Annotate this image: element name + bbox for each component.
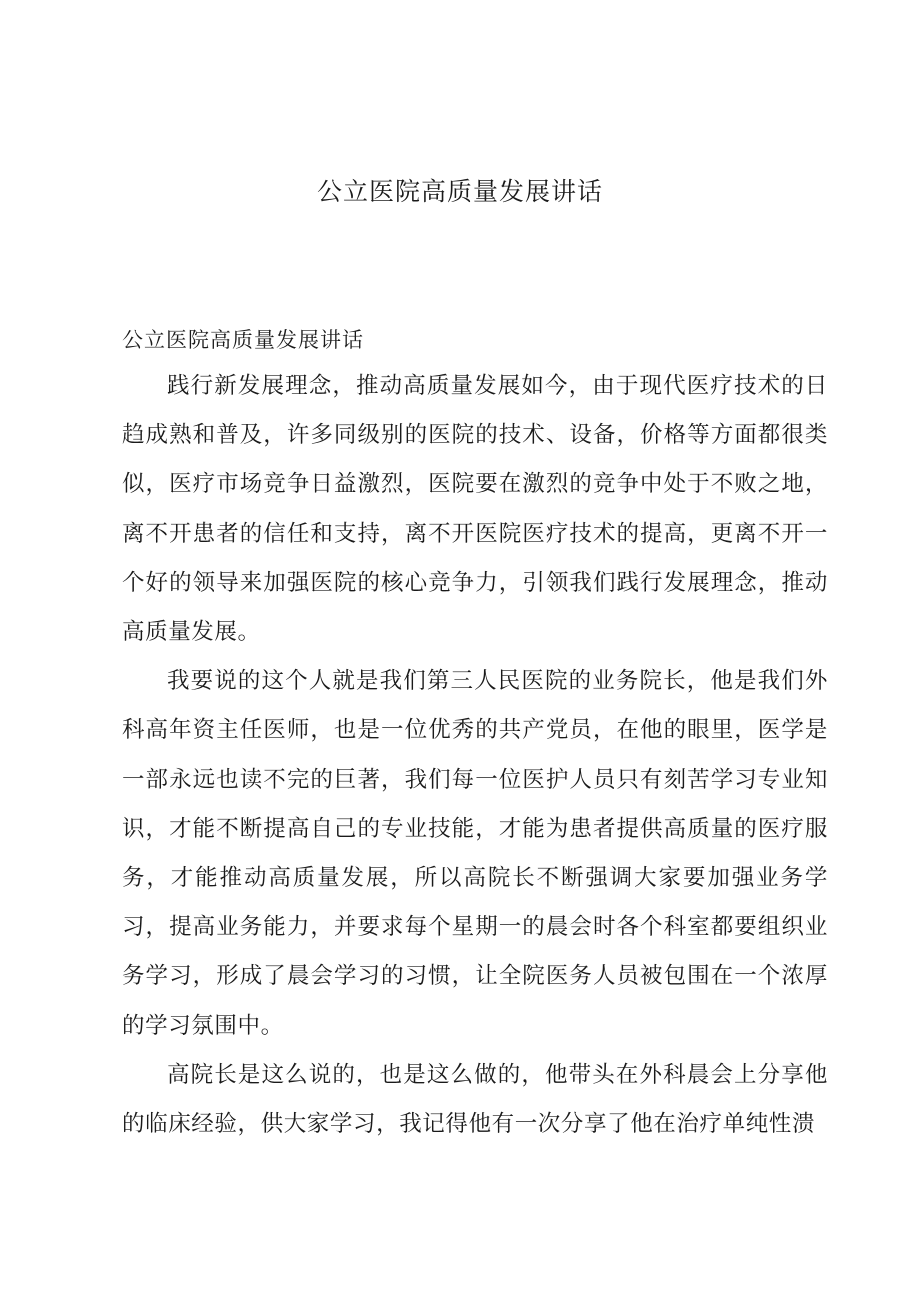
document-title: 公立医院高质量发展讲话 [316,177,603,206]
paragraph-1: 践行新发展理念，推动高质量发展如今，由于现代医疗技术的日趋成熟和普及，许多同级别的医院的技术、设备，价格等方面都很类似，医疗市场竞争日益激烈，医院要在激烈的竞争中处于不败之地，离不开患者的信任和支持，离不开医院医疗技术的提高，更离不开一个好的领导来加强医院的核心竞争力，引领我们践行发展理念，推动高质量发展。 [122,373,828,646]
document-body [122,318,828,1149]
paragraph-2: 我要说的这个人就是我们第三人民医院的业务院长，他是我们外科高年资主任医师，也是一位优秀的共产党员，在他的眼里，医学是一部永远也读不完的巨著，我们每一位医护人员只有刻苦学习专业知识，才能不断提高自己的专业技能，才能为患者提供高质量的医疗服务，才能推动高质量发展，所以高院长不断强调大家要加强业务学习，提高业务能力，并要求每个星期一的晨会时各个科室都要组织业务学习，形成了晨会学习的习惯，让全院医务人员被包围在一个浓厚的学习氛围中。 [122,668,828,1039]
paragraph-3: 高院长是这么说的，也是这么做的，他带头在外科晨会上分享他的临床经验，供大家学习，我记得他有一次分享了他在治疗单纯性溃 [122,1061,828,1138]
document-subtitle: 公立医院高质量发展讲话 [122,328,364,352]
